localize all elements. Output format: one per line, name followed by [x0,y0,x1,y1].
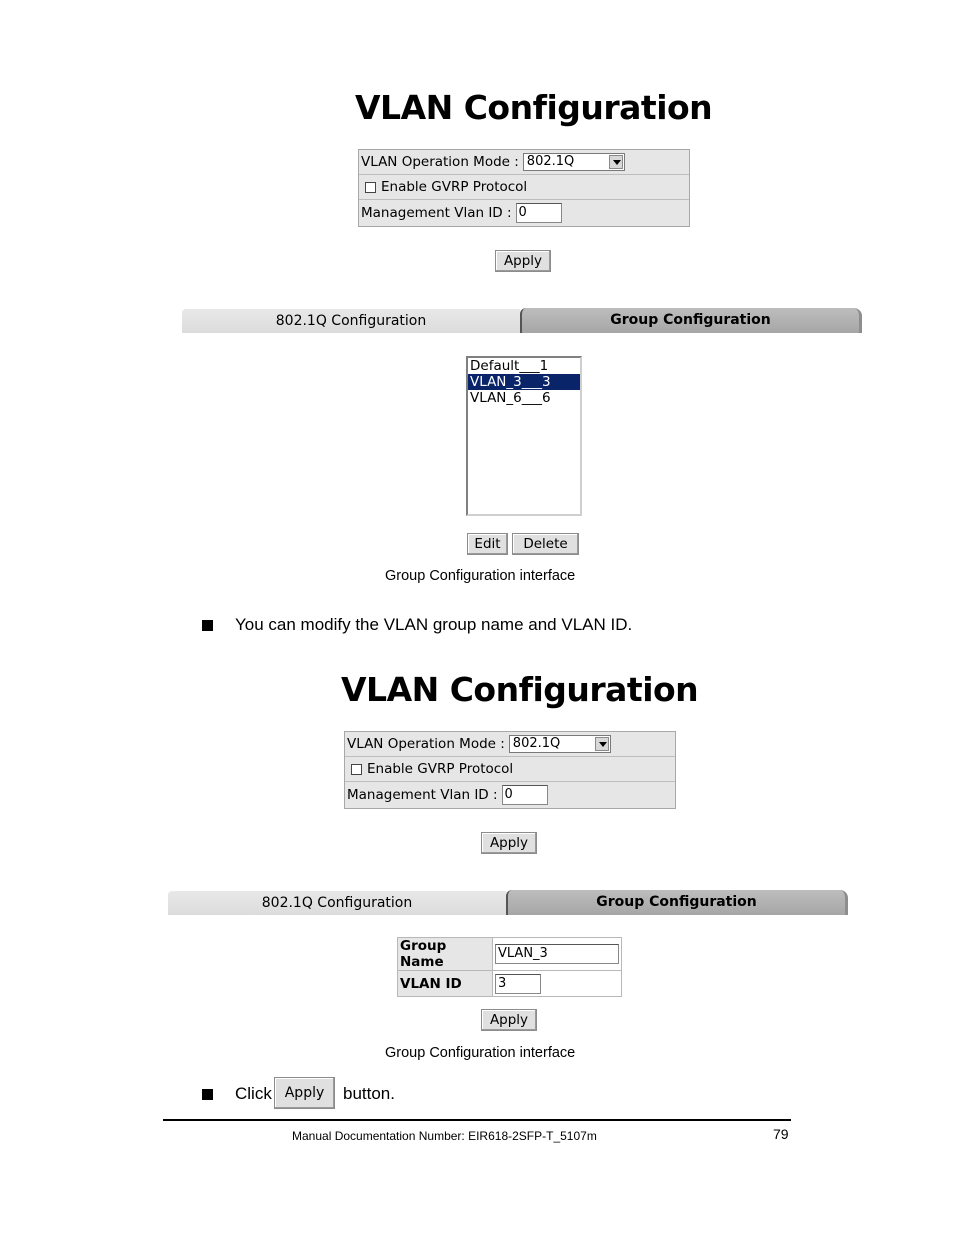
figure-caption: Group Configuration interface [385,1045,576,1061]
tab-8021q-configuration[interactable]: 802.1Q Configuration [182,309,520,333]
click-text: Click [235,1084,272,1103]
edit-button[interactable]: Edit [467,533,508,555]
dropdown-arrow-icon[interactable] [609,155,623,169]
vlan-settings-panel [344,731,676,809]
gvrp-row [359,175,689,200]
operation-mode-select[interactable] [523,153,625,171]
operation-mode-row [359,150,689,175]
mgmt-vlan-input[interactable]: 0 [516,203,562,223]
operation-mode-value: 802.1Q [512,736,561,751]
gvrp-checkbox[interactable] [351,764,362,775]
vlan-id-cell [493,971,622,997]
vlan-group-list[interactable] [466,356,582,516]
doc-number: Manual Documentation Number: EIR618-2SFP-T_5107m [292,1129,597,1143]
mgmt-vlan-row [345,782,675,808]
list-item-selected[interactable]: VLAN_3___3 [468,374,580,390]
list-item[interactable]: Default___1 [470,358,549,374]
vlan-id-input[interactable]: 3 [495,974,541,994]
gvrp-checkbox[interactable] [365,182,376,193]
apply-button[interactable]: Apply [495,250,551,272]
operation-mode-row [345,732,675,757]
vlan-config-title: VLAN Configuration [341,670,699,709]
config-tabs [182,308,862,334]
delete-button[interactable]: Delete [512,533,579,555]
vlan-settings-panel [358,149,690,227]
tab-group-configuration[interactable]: Group Configuration [506,890,848,915]
mgmt-vlan-label: Management Vlan ID : [361,205,512,221]
figure-caption: Group Configuration interface [385,568,576,584]
mgmt-vlan-input[interactable]: 0 [502,785,548,805]
vlan-id-label: VLAN ID [398,971,493,997]
page-number: 79 [773,1126,789,1142]
tab-8021q-configuration[interactable]: 802.1Q Configuration [168,891,506,915]
mgmt-vlan-label: Management Vlan ID : [347,787,498,803]
config-tabs [168,890,848,916]
operation-mode-select[interactable] [509,735,611,753]
group-name-input[interactable]: VLAN_3 [495,944,619,964]
gvrp-label: Enable GVRP Protocol [381,179,528,195]
bullet-icon [202,620,213,631]
gvrp-row [345,757,675,782]
group-name-label: Group Name [398,938,493,971]
bullet-icon [202,1089,213,1100]
vlan-id-row [398,971,622,997]
operation-mode-value: 802.1Q [526,154,575,169]
dropdown-arrow-icon[interactable] [595,737,609,751]
group-name-row [398,938,622,971]
operation-mode-label: VLAN Operation Mode : [347,736,505,752]
inline-apply-button-image: Apply [274,1077,335,1109]
gvrp-label: Enable GVRP Protocol [367,761,514,777]
footer-divider [163,1119,791,1121]
apply-button[interactable]: Apply [481,832,537,854]
group-name-cell [493,938,622,971]
vlan-config-title: VLAN Configuration [355,88,713,127]
instruction-text: You can modify the VLAN group name and VLAN ID. [235,615,633,634]
group-edit-table [397,937,622,997]
list-item[interactable]: VLAN_6___6 [470,390,551,406]
button-text: button. [343,1084,395,1103]
tab-group-configuration[interactable]: Group Configuration [520,308,862,333]
group-apply-button[interactable]: Apply [481,1009,537,1031]
mgmt-vlan-row [359,200,689,226]
operation-mode-label: VLAN Operation Mode : [361,154,519,170]
